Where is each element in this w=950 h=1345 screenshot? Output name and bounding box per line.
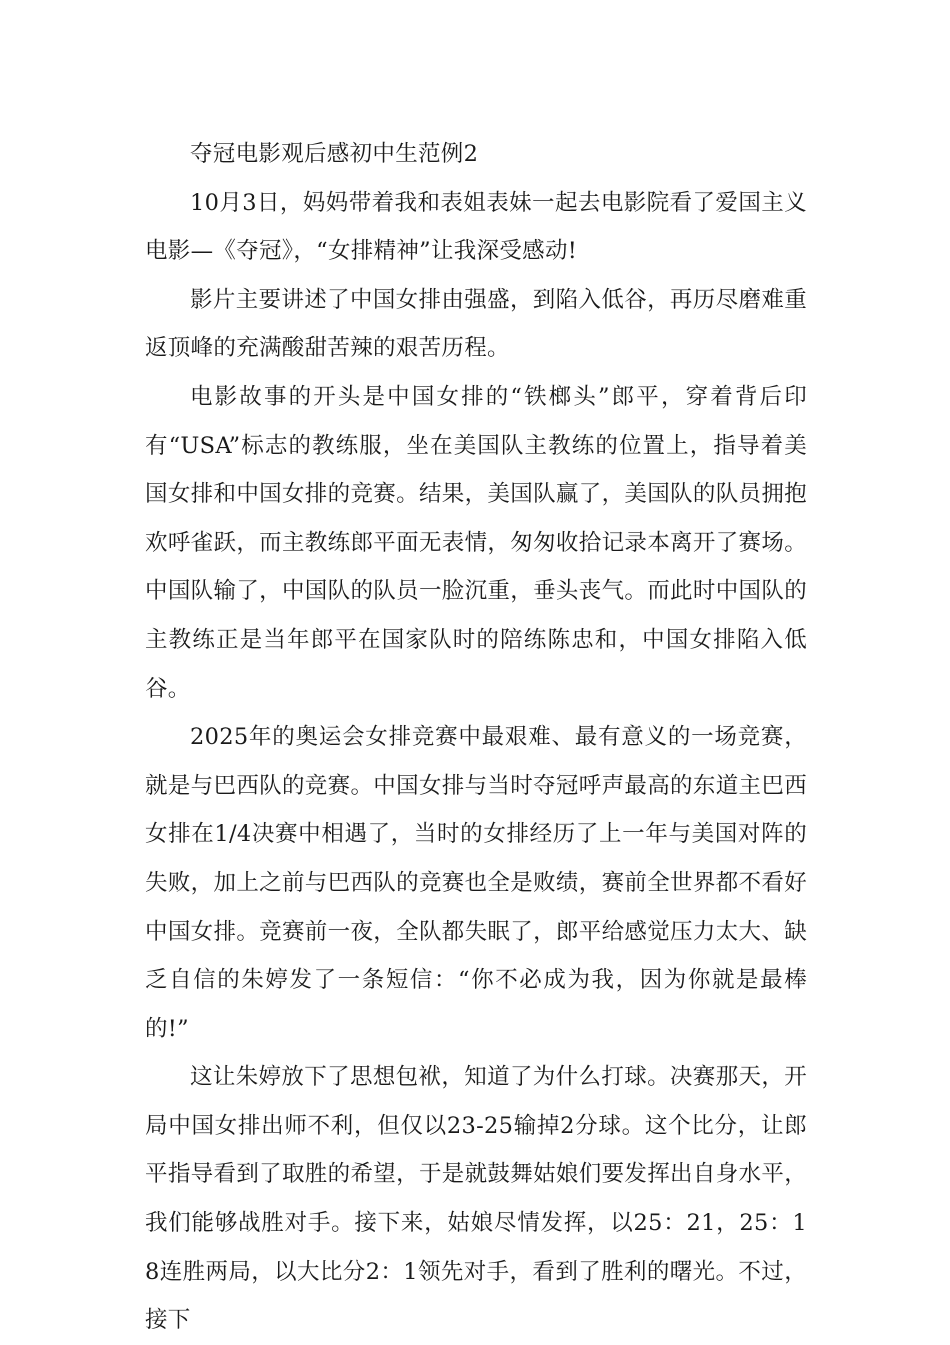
paragraph-1: 10月3日，妈妈带着我和表姐表妹一起去电影院看了爱国主义电影—《夺冠》，“女排精神”让我深受感动! xyxy=(145,189,807,265)
paragraph-5: 这让朱婷放下了思想包袱，知道了为什么打球。决赛那天，开局中国女排出师不利，但仅以23-25输掉2分球。这个比分，让郎平指导看到了取胜的希望，于是就鼓舞姑娘们要发挥出自身水平，我们能够战胜对手。接下来，姑娘尽情发挥，以25：21，25：18连胜两局，以大比分2：1领先对手，看到了胜利的曙光。不过，接下 xyxy=(145,1064,807,1334)
document-body xyxy=(145,130,807,1345)
document-title: 夺冠电影观后感初中生范例2 xyxy=(190,141,479,167)
paragraph-2: 影片主要讲述了中国女排由强盛，到陷入低谷，再历尽磨难重返顶峰的充满酸甜苦辣的艰苦历程。 xyxy=(145,286,807,362)
paragraph-4: 2025年的奥运会女排竞赛中最艰难、最有意义的一场竞赛，就是与巴西队的竞赛。中国女排与当时夺冠呼声最高的东道主巴西女排在1/4决赛中相遇了，当时的女排经历了上一年与美国对阵的失败，加上之前与巴西队的竞赛也全是败绩，赛前全世界都不看好中国女排。竞赛前一夜，全队都失眠了，郎平给感觉压力太大、缺乏自信的朱婷发了一条短信：“你不必成为我，因为你就是最棒的!” xyxy=(145,724,807,1042)
paragraph-3: 电影故事的开头是中国女排的“铁榔头”郎平，穿着背后印有“USA”标志的教练服，坐在美国队主教练的位置上，指导着美国女排和中国女排的竞赛。结果，美国队赢了，美国队的队员拥抱欢呼雀跃，而主教练郎平面无表情，匆匆收拾记录本离开了赛场。中国队输了，中国队的队员一脸沉重，垂头丧气。而此时中国队的主教练正是当年郎平在国家队时的陪练陈忠和，中国女排陷入低谷。 xyxy=(145,383,807,702)
